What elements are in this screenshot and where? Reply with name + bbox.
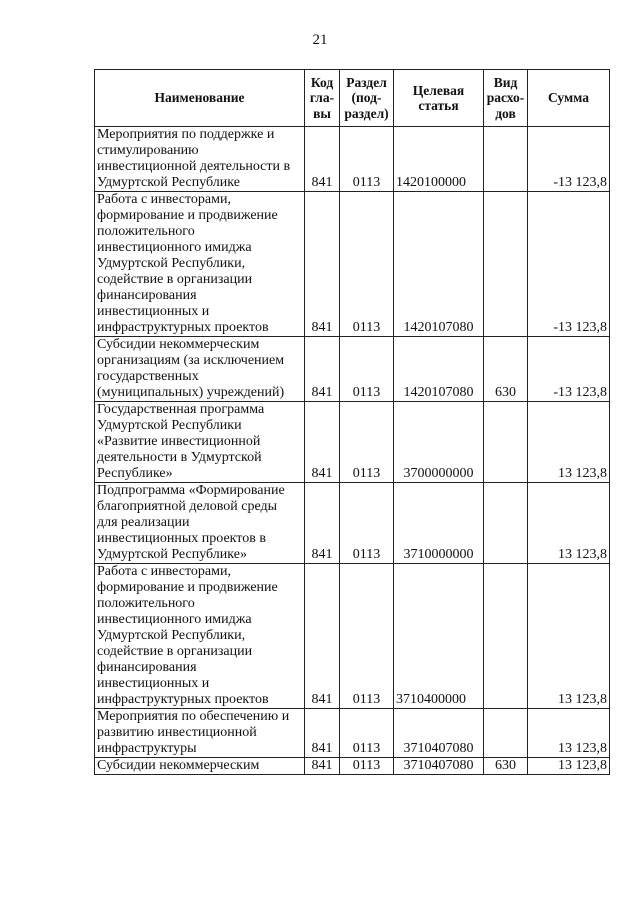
row-chapter-code: 841 xyxy=(305,192,340,337)
row-sum: 13 123,8 xyxy=(528,758,610,775)
row-target-article: 3710407080 xyxy=(394,758,484,775)
row-expense-kind xyxy=(484,564,528,709)
row-name-line: Республике» xyxy=(97,466,173,481)
table-row xyxy=(95,127,610,192)
row-name xyxy=(95,127,305,192)
row-name-line: положительного xyxy=(97,596,195,611)
row-target-article: 3710407080 xyxy=(394,709,484,758)
row-name-line: инфраструктурных проектов xyxy=(97,320,269,335)
row-name-line: положительного xyxy=(97,224,195,239)
row-name-line: инвестиционных проектов в xyxy=(97,531,266,546)
row-name xyxy=(95,758,305,775)
row-chapter-code: 841 xyxy=(305,564,340,709)
row-target-article: 3710000000 xyxy=(394,483,484,564)
table-row xyxy=(95,483,610,564)
row-expense-kind: 630 xyxy=(484,758,528,775)
row-name-line: Субсидии некоммерческим xyxy=(97,337,260,352)
row-sum: 13 123,8 xyxy=(528,564,610,709)
row-target-article: 1420107080 xyxy=(394,192,484,337)
row-name-line: содействие в организации xyxy=(97,644,253,659)
row-name-line: формирование и продвижение xyxy=(97,208,278,223)
row-section: 0113 xyxy=(340,127,394,192)
row-name-line: Удмуртской Республике» xyxy=(97,547,247,562)
row-name-line: инвестиционного имиджа xyxy=(97,240,252,255)
row-name-line: Государственная программа xyxy=(97,402,265,417)
row-name-line: финансирования xyxy=(97,660,197,675)
budget-table xyxy=(94,69,610,775)
header-section: Раздел (под- раздел) xyxy=(340,70,394,127)
row-name xyxy=(95,337,305,402)
row-section: 0113 xyxy=(340,709,394,758)
table-row xyxy=(95,192,610,337)
row-chapter-code: 841 xyxy=(305,402,340,483)
row-sum: -13 123,8 xyxy=(528,337,610,402)
header-kind: Вид расхо- дов xyxy=(484,70,528,127)
row-name-line: организациям (за исключением xyxy=(97,353,285,368)
row-chapter-code: 841 xyxy=(305,709,340,758)
row-target-article: 1420107080 xyxy=(394,337,484,402)
row-name-line: (муниципальных) учреждений) xyxy=(97,385,285,400)
row-name-line: инвестиционных и xyxy=(97,676,210,691)
row-name xyxy=(95,564,305,709)
row-name xyxy=(95,483,305,564)
row-name-line: финансирования xyxy=(97,288,197,303)
row-name-line: государственных xyxy=(97,369,199,384)
row-name-line: Подпрограмма «Формирование xyxy=(97,483,285,498)
row-section: 0113 xyxy=(340,192,394,337)
row-chapter-code: 841 xyxy=(305,483,340,564)
row-sum: 13 123,8 xyxy=(528,402,610,483)
row-name-line: Субсидии некоммерческим xyxy=(97,758,260,773)
row-chapter-code: 841 xyxy=(305,337,340,402)
header-name: Наименование xyxy=(95,70,305,127)
table-row xyxy=(95,402,610,483)
row-sum: 13 123,8 xyxy=(528,709,610,758)
row-name-line: формирование и продвижение xyxy=(97,580,278,595)
row-chapter-code: 841 xyxy=(305,127,340,192)
row-name-line: деятельности в Удмуртской xyxy=(97,450,262,465)
row-name-line: для реализации xyxy=(97,515,190,530)
row-name-line: Работа с инвесторами, xyxy=(97,564,231,579)
row-section: 0113 xyxy=(340,402,394,483)
row-name-line: Удмуртской Республике xyxy=(97,175,240,190)
row-name-line: Удмуртской Республики, xyxy=(97,256,246,271)
row-name-line: инфраструктуры xyxy=(97,741,197,756)
row-name-line: Мероприятия по поддержке и xyxy=(97,127,275,142)
header-code: Код гла- вы xyxy=(305,70,340,127)
row-name-line: содействие в организации xyxy=(97,272,253,287)
row-name-line: развитию инвестиционной xyxy=(97,725,257,740)
row-name-line: инфраструктурных проектов xyxy=(97,692,269,707)
row-name-line: Работа с инвесторами, xyxy=(97,192,231,207)
header-target: Целевая статья xyxy=(394,70,484,127)
row-expense-kind xyxy=(484,709,528,758)
row-section: 0113 xyxy=(340,337,394,402)
table-row xyxy=(95,564,610,709)
row-sum: 13 123,8 xyxy=(528,483,610,564)
row-name-line: Мероприятия по обеспечению и xyxy=(97,709,290,724)
table-row xyxy=(95,709,610,758)
row-name-line: инвестиционной деятельности в xyxy=(97,159,291,174)
row-section: 0113 xyxy=(340,483,394,564)
row-name-line: Удмуртской Республики xyxy=(97,418,242,433)
row-chapter-code: 841 xyxy=(305,758,340,775)
row-section: 0113 xyxy=(340,758,394,775)
page-number: 21 xyxy=(312,32,328,48)
row-target-article: 1420100000 xyxy=(394,127,484,192)
row-name xyxy=(95,192,305,337)
row-name-line: инвестиционного имиджа xyxy=(97,612,252,627)
row-sum: -13 123,8 xyxy=(528,127,610,192)
table-row xyxy=(95,758,610,775)
row-name-line: «Развитие инвестиционной xyxy=(97,434,261,449)
row-expense-kind xyxy=(484,127,528,192)
table-body xyxy=(95,127,610,775)
row-expense-kind xyxy=(484,483,528,564)
row-name xyxy=(95,402,305,483)
row-name-line: инвестиционных и xyxy=(97,304,210,319)
row-expense-kind: 630 xyxy=(484,337,528,402)
row-name-line: стимулированию xyxy=(97,143,199,158)
table-header-row xyxy=(95,70,610,127)
row-name xyxy=(95,709,305,758)
row-name-line: Удмуртской Республики, xyxy=(97,628,246,643)
row-target-article: 3710400000 xyxy=(394,564,484,709)
row-name-line: благоприятной деловой среды xyxy=(97,499,277,514)
table-row xyxy=(95,337,610,402)
row-expense-kind xyxy=(484,402,528,483)
row-sum: -13 123,8 xyxy=(528,192,610,337)
row-target-article: 3700000000 xyxy=(394,402,484,483)
header-sum: Сумма xyxy=(528,70,610,127)
row-expense-kind xyxy=(484,192,528,337)
row-section: 0113 xyxy=(340,564,394,709)
